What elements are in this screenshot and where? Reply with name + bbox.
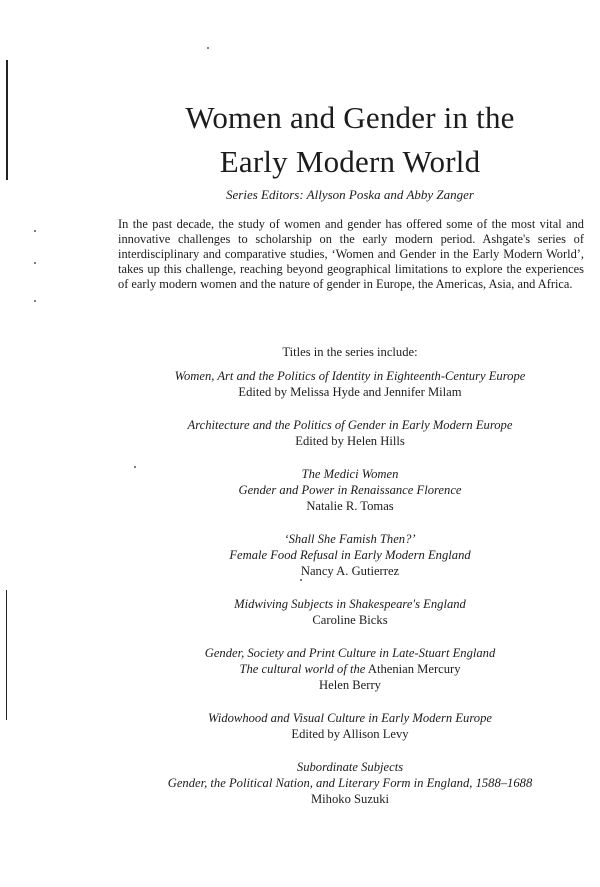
book-byline: Mihoko Suzuki	[310, 792, 390, 806]
book-title: The Medici Women	[301, 467, 399, 481]
series-editors: Series Editors: Allyson Poska and Abby Zanger	[226, 187, 474, 202]
book-subtitle-roman: Athenian Mercury	[367, 662, 461, 676]
series-intro-paragraph: In the past decade, the study of women and gender has offered some of the most vital and innovative challenges to scholarship on the early modern period. Ashgate's series of interdisciplinary and comparative studies, ‘Women and Gender in the Early Modern World’, takes up this challenge, reaching beyond geographical limitations to explore the experiences of early modern women and the nature of gender in Europe, the Americas, Asia, and Africa.	[118, 217, 584, 291]
book-title: Subordinate Subjects	[296, 760, 404, 774]
book-entry	[0, 596, 600, 628]
book-byline: Edited by Melissa Hyde and Jennifer Milam	[238, 385, 462, 399]
book-entry	[0, 417, 600, 449]
series-title-line-1: Women and Gender in the	[185, 100, 515, 135]
book-title: Architecture and the Politics of Gender in Early Modern Europe	[187, 418, 513, 432]
book-entry	[0, 466, 600, 514]
book-byline: Edited by Helen Hills	[295, 434, 405, 448]
scan-speck	[34, 230, 36, 232]
book-title: Women, Art and the Politics of Identity in Eighteenth-Century Europe	[174, 369, 526, 383]
book-subtitle: Gender, the Political Nation, and Literary Form in England, 1588–1688	[167, 776, 533, 790]
scan-speck	[207, 47, 209, 49]
book-subtitle: Female Food Refusal in Early Modern England	[229, 548, 471, 562]
book-subtitle	[0, 661, 600, 677]
book-entry	[0, 531, 600, 579]
book-title: Widowhood and Visual Culture in Early Modern Europe	[208, 711, 492, 725]
book-entry	[0, 368, 600, 400]
book-title: Gender, Society and Print Culture in Late-Stuart England	[204, 646, 496, 660]
book-byline: Nancy A. Gutierrez	[300, 564, 400, 578]
titles-heading: Titles in the series include:	[282, 345, 418, 359]
book-entry	[0, 645, 600, 693]
book-entry	[0, 710, 600, 742]
scan-speck	[34, 300, 36, 302]
scan-speck	[34, 262, 36, 264]
book-byline: Caroline Bicks	[312, 613, 388, 627]
book-entry	[0, 759, 600, 807]
book-byline: Edited by Allison Levy	[291, 727, 409, 741]
book-byline: Natalie R. Tomas	[306, 499, 394, 513]
book-subtitle: Gender and Power in Renaissance Florence	[238, 483, 462, 497]
book-title: Midwiving Subjects in Shakespeare's England	[234, 597, 466, 611]
book-byline: Helen Berry	[319, 678, 381, 692]
series-title-line-2: Early Modern World	[219, 144, 481, 179]
series-title	[0, 96, 600, 184]
book-title: ‘Shall She Famish Then?’	[284, 532, 416, 546]
book-subtitle-italic: The cultural world of the	[239, 662, 366, 676]
book-list	[0, 368, 600, 824]
